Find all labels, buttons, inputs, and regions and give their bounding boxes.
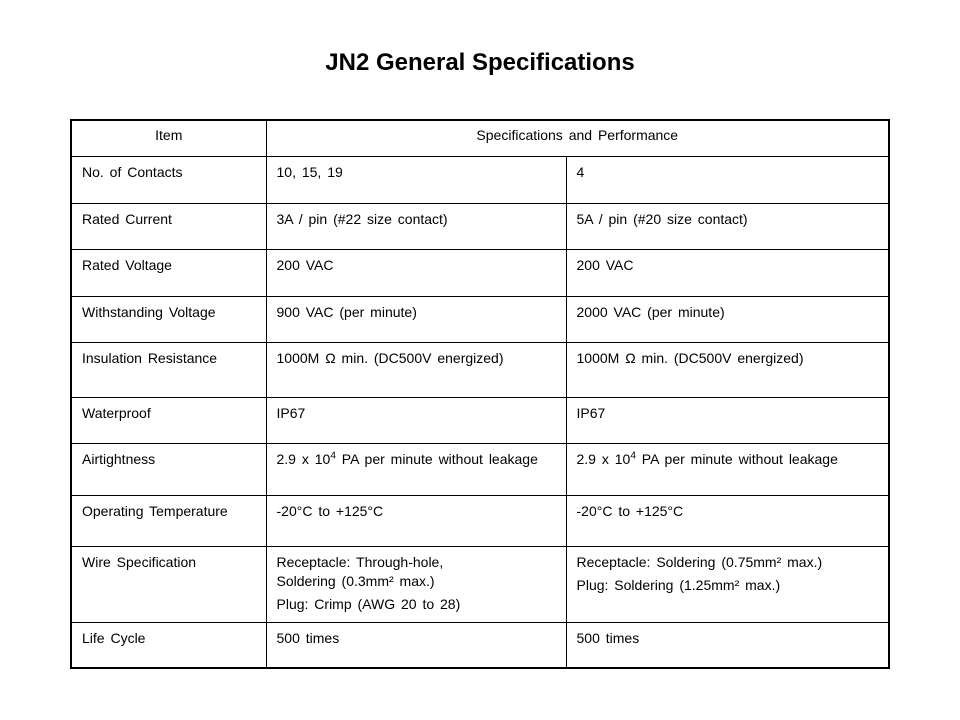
row-value: 10, 15, 19 <box>266 156 566 203</box>
row-value: 2000 VAC (per minute) <box>566 296 889 342</box>
row-label: Airtightness <box>71 443 266 495</box>
row-label: Waterproof <box>71 397 266 443</box>
row-value: 1000M Ω min. (DC500V energized) <box>266 342 566 397</box>
wire-spec-line: Plug: Crimp (AWG 20 to 28) <box>276 595 461 612</box>
row-label: Rated Current <box>71 203 266 249</box>
row-value: -20°C to +125°C <box>266 495 566 546</box>
wire-spec-line: Receptacle: Through-hole, <box>276 553 444 570</box>
table-row <box>71 342 889 397</box>
table-row <box>71 156 889 203</box>
specifications-table <box>70 119 890 669</box>
row-value: -20°C to +125°C <box>566 495 889 546</box>
row-label: No. of Contacts <box>71 156 266 203</box>
wire-spec-line: Receptacle: Soldering (0.75mm² max.) <box>576 553 823 570</box>
row-value-airtightness: 2.9 x $10^4$ PA per minute without leakage <box>566 443 889 495</box>
row-value: 200 VAC <box>566 249 889 296</box>
row-value <box>266 546 566 622</box>
header-specifications: Specifications and Performance <box>266 120 889 156</box>
table-row <box>71 546 889 622</box>
row-value: 500 times <box>566 622 889 668</box>
wire-spec-line: Plug: Soldering (1.25mm² max.) <box>576 576 781 593</box>
row-value: 3A / pin (#22 size contact) <box>266 203 566 249</box>
table-row <box>71 397 889 443</box>
table-row <box>71 296 889 342</box>
row-label: Rated Voltage <box>71 249 266 296</box>
row-label: Operating Temperature <box>71 495 266 546</box>
wire-spec-line: Soldering (0.3mm² max.) <box>276 572 435 589</box>
row-label: Insulation Resistance <box>71 342 266 397</box>
row-value: 4 <box>566 156 889 203</box>
row-value: IP67 <box>266 397 566 443</box>
row-label: Life Cycle <box>71 622 266 668</box>
table-row <box>71 249 889 296</box>
table-row <box>71 495 889 546</box>
header-item: Item <box>71 120 266 156</box>
row-value: IP67 <box>566 397 889 443</box>
row-value: 5A / pin (#20 size contact) <box>566 203 889 249</box>
table-row <box>71 622 889 668</box>
row-label: Wire Specification <box>71 546 266 622</box>
row-value <box>566 546 889 622</box>
row-value: 500 times <box>266 622 566 668</box>
page-title: JN2 General Specifications <box>325 49 635 76</box>
row-value: 900 VAC (per minute) <box>266 296 566 342</box>
row-label: Withstanding Voltage <box>71 296 266 342</box>
table-row <box>71 443 889 495</box>
row-value-airtightness: 2.9 x $10^4$ PA per minute without leakage <box>266 443 566 495</box>
row-value: 1000M Ω min. (DC500V energized) <box>566 342 889 397</box>
table-header-row <box>71 120 889 156</box>
row-value: 200 VAC <box>266 249 566 296</box>
table-row <box>71 203 889 249</box>
